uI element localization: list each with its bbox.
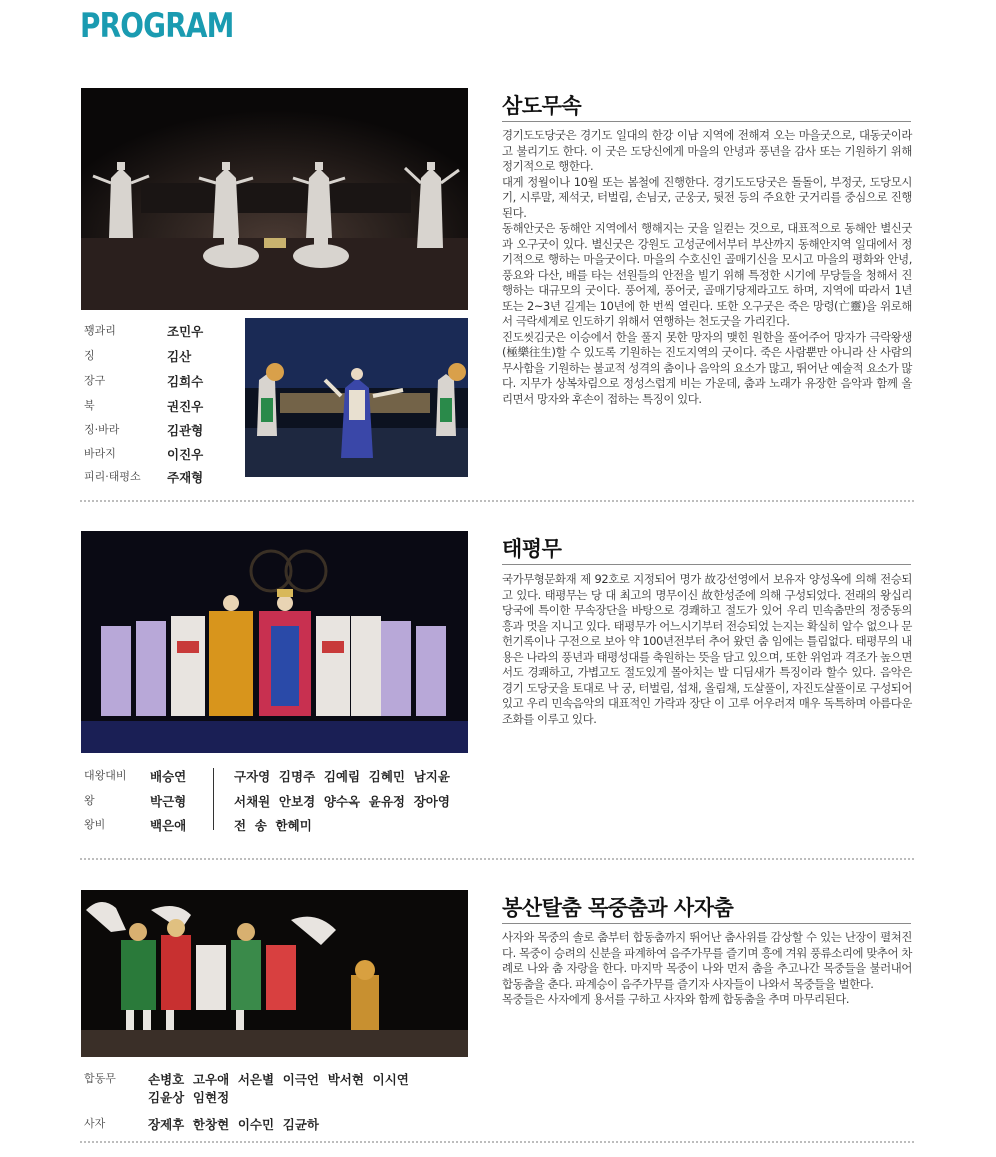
section-title: 봉산탈춤 목중춤과 사자춤: [502, 896, 734, 920]
taepyeongmu-ensemble: [234, 767, 494, 837]
ensemble-line: 서채원 안보경 양수옥 윤유정 장아영: [234, 794, 450, 809]
cast-role: 북: [84, 399, 95, 412]
taepyeongmu-cast-list: [84, 767, 234, 837]
cast-role: 징: [84, 349, 95, 362]
cast-name: 주재형: [167, 470, 204, 485]
cast-role: 사자: [84, 1117, 106, 1130]
cast-role: 징·바라: [84, 423, 120, 436]
section-divider: [80, 1141, 914, 1143]
paragraph: 진도씻김굿은 이승에서 한을 풀지 못한 망자의 맺힌 원한을 풀어주어 망자가 극락왕생(極樂往生)할 수 있도록 기원하는 진도지역의 굿이다. 죽은 사람뿐만 아니라 산 사람의 무사함을 기원하는 불교적 성격의 춤이나 음악의 요소가 많고, 뛰어난 예술적 요소가 많다. 지무가 상복차림으로 정성스럽게 비는 가운데, 춤과 노래가 유장한 음악과 함께 올리면서 망자와 후손이 접하는 특징이 있다.: [502, 329, 912, 406]
samdo-photo-main: [81, 88, 468, 310]
cast-role: 왕비: [84, 818, 106, 831]
cast-name: 권진우: [167, 399, 204, 414]
bongsan-photo: [81, 890, 468, 1057]
cast-role: 꽹과리: [84, 324, 116, 337]
page-title: PROGRAM: [80, 6, 234, 46]
ensemble-line: 구자영 김명주 김예림 김혜민 남지윤: [234, 769, 450, 784]
cast-name: 장제후 한창현 이수민 김균하: [148, 1117, 320, 1132]
title-rule: [502, 121, 911, 122]
cast-role: 합동무: [84, 1072, 116, 1085]
section-body: [502, 930, 912, 1008]
paragraph: 국가무형문화재 제 92호로 지정되어 명가 故강선영에서 보유자 양성옥에 의해 전승되고 있다. 태평무는 당 대 최고의 명무이신 故한성준에 의해 구성되었다. 전래의 왕십리 당국에 특이한 무속장단을 바탕으로 경쾌하고 절도가 있어 우리 민속춤만의 정중동의 흥과 멋을 지니고 있다. 태평무가 어느시기부터 전승되었 는지는 확실히 알수 없으나 문헌기록이나 구전으로 보아 약 100년전부터 추어 왔던 춤 임에는 틀림없다. 태평무의 내용은 나라의 풍년과 태평성대를 축원하는 뜻을 담고 있으며, 또한 위엄과 격조가 높으면서도 경쾌하고, 가볍고도 절도있게 몰아치는 발 디딤새가 특징이라 할수 있다. 음악은 경기 도당굿을 토대로 낙 궁, 터벌림, 섭채, 올림채, 도살풀이, 자진도살풀이로 구성되어 있고 우리 민속음악의 대표적인 가락과 장단 이 고루 어우러져 매우 독특하며 아름다운 조화를 이루고 있다.: [502, 572, 912, 726]
taepyeongmu-photo: [81, 531, 468, 753]
cast-role: 왕: [84, 794, 95, 807]
cast-role: 바라지: [84, 447, 116, 460]
paragraph: 사자와 목중의 솔로 춤부터 합동춤까지 뛰어난 춤사위를 감상할 수 있는 난장이 펼쳐진다. 목중이 승려의 신분을 파계하여 음주가무를 즐기며 흥에 겨워 풍류소리에 맞추어 차례로 나와 춤 자랑을 한다. 마지막 목중이 나와 먼저 춤을 추고나간 목중들을 불러내어 합동춤을 춘다. 파계승이 음주가무를 즐기자 사자들이 나와서 목중들을 벌한다.: [502, 930, 912, 991]
section-divider: [80, 858, 914, 860]
cast-role: 장구: [84, 374, 106, 387]
title-rule: [502, 564, 911, 565]
section-body: [502, 128, 912, 407]
samdo-photo-secondary: [245, 318, 468, 477]
cast-name: 조민우: [167, 324, 204, 339]
cast-name: 김관형: [167, 423, 204, 438]
paragraph: 경기도도당굿은 경기도 일대의 한강 이남 지역에 전해져 오는 마을굿으로, 대동굿이라고 불리기도 한다. 이 굿은 도당신에게 마을의 안녕과 풍년을 감사 또는 기원하기 위해 정기적으로 행한다.: [502, 128, 912, 173]
cast-name: 이진우: [167, 447, 204, 462]
section-title: 태평무: [502, 537, 562, 561]
cast-name: 손병호 고우애 서은별 이극언 박서현 이시연: [148, 1072, 409, 1087]
paragraph: 동해안굿은 동해안 지역에서 행해지는 굿을 일컫는 것으로, 대표적으로 동해안 별신굿과 오구굿이 있다. 별신굿은 강원도 고성군에서부터 부산까지 동해안지역 일대에서 정기적으로 행하는 마을굿이다. 마을의 수호신인 골매기신을 모시고 마을의 평화와 안녕, 풍요와 다산, 배를 타는 선원들의 안전을 빌기 위해 특정한 시기에 무당들을 청해서 진행하는 대규모의 굿이다. 풍어제, 풍어굿, 골매기당제라고도 하며, 지역에 따라서 1년 또는 2~3년 길게는 10년에 한 번씩 열린다. 또한 오구굿은 죽은 망령(亡靈)을 위로해서 극락세계로 인도하기 위해서 연행하는 천도굿을 가리킨다.: [502, 221, 912, 328]
paragraph: 대게 정월이나 10월 또는 봄철에 진행한다. 경기도도당굿은 돌돌이, 부정굿, 도당모시기, 시루말, 제석굿, 터벌림, 손님굿, 군웅굿, 뒷전 등의 주요한 굿거리를 중심으로 진행된다.: [502, 174, 912, 220]
cast-name: 김윤상 임현정: [148, 1090, 230, 1105]
section-divider: [80, 500, 914, 502]
cast-name: 김희수: [167, 374, 204, 389]
cast-role: 대왕대비: [84, 769, 127, 782]
ensemble-line: 전 송 한혜미: [234, 818, 312, 833]
bongsan-cast-list: [84, 1070, 444, 1140]
samdo-cast-list: [84, 322, 234, 485]
title-rule: [502, 923, 911, 924]
section-title: 삼도무속: [502, 94, 582, 118]
cast-name: 박근형: [150, 794, 187, 809]
cast-separator: [213, 768, 214, 830]
paragraph: 목중들은 사자에게 용서를 구하고 사자와 함께 합동춤을 추며 마무리된다.: [502, 992, 850, 1006]
section-body: [502, 572, 912, 727]
cast-name: 백은애: [150, 818, 187, 833]
cast-name: 배승연: [150, 769, 187, 784]
cast-name: 김산: [167, 349, 192, 364]
cast-role: 피리·태평소: [84, 470, 141, 483]
